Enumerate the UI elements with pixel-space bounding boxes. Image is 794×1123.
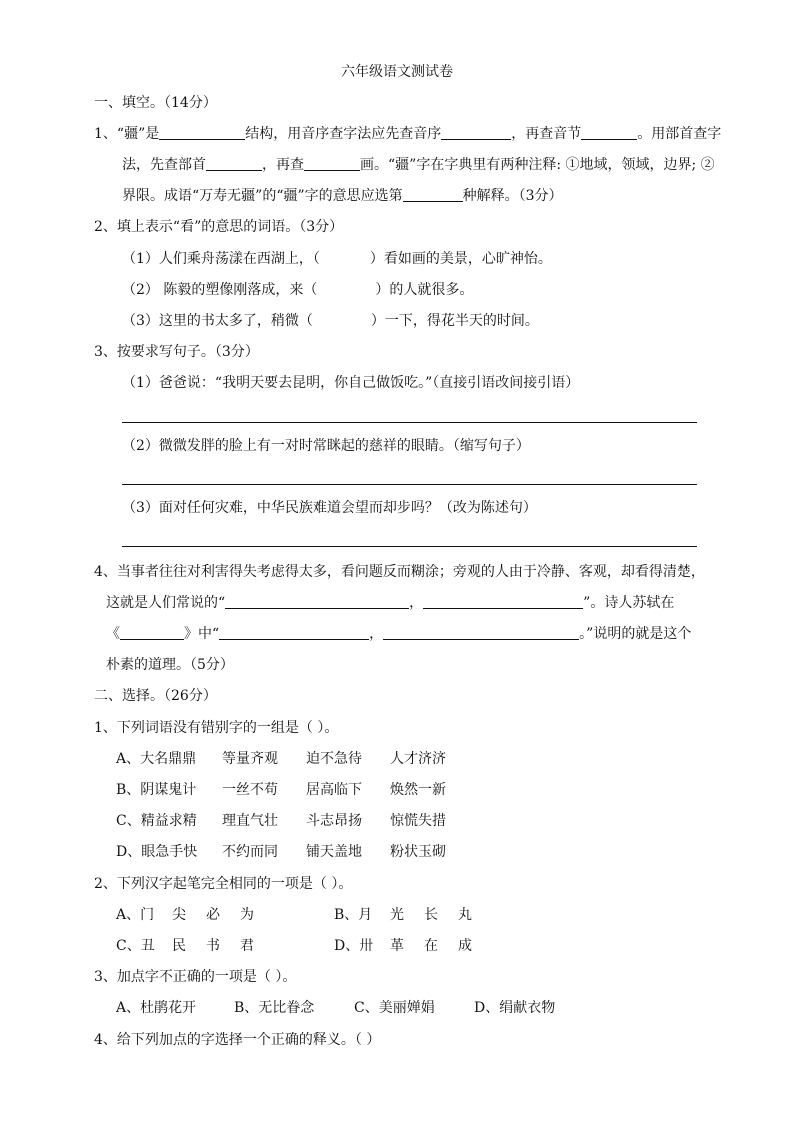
s2-q2-option-d[interactable] (334, 938, 472, 954)
q4-text-d: ”。诗人苏轼在 (583, 595, 675, 611)
q3-sub2: （2）微微发胖的脸上有一对时常眯起的慈祥的眼睛。（缩写句子） (122, 438, 530, 454)
option-word: 不约而同 (222, 844, 278, 860)
option-word: 等量齐观 (222, 751, 278, 767)
blank[interactable] (423, 594, 583, 609)
q4-text-g: ， (369, 626, 384, 642)
q2-sub3 (122, 311, 539, 331)
q1-text-h: 界限。成语“万寿无疆”的“疆”字的意思应选第 (122, 188, 403, 204)
q2-sub2 (122, 280, 473, 300)
section1-heading: 一、填空。（14分） (94, 95, 217, 111)
answer-line[interactable] (122, 484, 697, 485)
option-char: D、卅 (334, 938, 374, 954)
q2-sub1-b: ）看如画的美景，心旷神怡。 (369, 251, 552, 267)
q2-sub1-a: （1）人们乘舟荡漾在西湖上，（ (122, 251, 320, 267)
s2-q1-option-d[interactable] (116, 842, 446, 862)
s2-q1-option-c[interactable] (116, 811, 446, 831)
q4-text-f: 》中“ (184, 626, 220, 642)
q1-text-a: 1、“疆”是 (94, 126, 160, 142)
q4-line1: 4、当事者往往对利害得失考虑得太多，看问题反而糊涂；旁观的人由于冷静、客观，却看得清楚， (94, 564, 705, 580)
s2-q3-option-a[interactable]: A、杜鹃花开 (116, 1000, 197, 1016)
q4-line3 (106, 624, 691, 644)
blank[interactable] (225, 594, 409, 609)
s2-q2-option-b[interactable] (334, 907, 472, 923)
option-word: 粉状玉砌 (390, 844, 446, 860)
q2-heading: 2、填上表示“看”的意思的词语。（3分） (94, 219, 344, 235)
option-char: 成 (458, 938, 472, 954)
q1-text-i: 种解释。（3分） (462, 188, 563, 204)
q2-sub2-b: ）的人就很多。 (375, 282, 474, 298)
option-word: 居高临下 (306, 782, 362, 798)
option-char: 为 (240, 907, 254, 923)
option-char: 丸 (458, 907, 472, 923)
s2-q2-options-row2 (116, 936, 472, 956)
s2-q2-option-c[interactable] (116, 936, 334, 956)
q2-sub1 (122, 249, 552, 269)
option-char: 在 (424, 938, 438, 954)
q1-text-b: 结构，用音序查字法应先查音序 (245, 126, 442, 142)
s2-q3-option-b[interactable]: B、无比眷念 (234, 1000, 315, 1016)
s2-q1-stem: 1、下列词语没有错别字的一组是（ ）。 (94, 720, 339, 736)
blank[interactable] (403, 187, 463, 202)
blank[interactable] (206, 156, 262, 171)
option-word: 一丝不苟 (222, 782, 278, 798)
blank[interactable] (441, 125, 511, 140)
option-char: B、月 (334, 907, 373, 923)
option-word: 焕然一新 (390, 782, 446, 798)
blank[interactable] (304, 156, 360, 171)
q4-text-e: 《 (106, 626, 120, 642)
option-char: 光 (390, 907, 404, 923)
q1-text-c: ，再查音节 (511, 126, 582, 142)
s2-q1-option-a[interactable] (116, 749, 446, 769)
blank[interactable] (219, 625, 369, 640)
option-char: 民 (172, 938, 186, 954)
s2-q2-options-row1 (116, 905, 472, 925)
s2-q2-option-a[interactable] (116, 905, 334, 925)
q1-text-g: 画。“疆”字在字典里有两种注释: ①地域，领域，边界; ② (360, 157, 715, 173)
q1-text-f: ，再查 (262, 157, 304, 173)
q3-heading: 3、按要求写句子。（3分） (94, 344, 259, 360)
option-char: A、门 (116, 907, 155, 923)
answer-line[interactable] (122, 546, 697, 547)
blank[interactable] (383, 625, 579, 640)
option-char: 必 (206, 907, 220, 923)
option-word: B、阴谋鬼计 (116, 782, 197, 798)
q2-sub3-b: ）一下，得花半天的时间。 (370, 313, 539, 329)
s2-q3-stem: 3、加点字不正确的一项是（ ）。 (94, 969, 297, 985)
s2-q3-options (116, 998, 555, 1018)
option-word: C、精益求精 (116, 813, 197, 829)
option-char: 君 (240, 938, 254, 954)
option-word: 斗志昂扬 (306, 813, 362, 829)
blank[interactable] (159, 125, 245, 140)
option-word: 迫不急待 (306, 751, 362, 767)
s2-q2-stem: 2、下列汉字起笔完全相同的一项是（ ）。 (94, 876, 353, 892)
q1-line1 (94, 124, 721, 144)
s2-q4-stem: 4、给下列加点的字选择一个正确的释义。（ ） (94, 1032, 381, 1048)
option-word: 铺天盖地 (306, 844, 362, 860)
option-word: 理直气壮 (222, 813, 278, 829)
q3-sub1: （1）爸爸说：“我明天要去昆明，你自己做饭吃。”（直接引语改间接引语） (122, 375, 580, 391)
blank[interactable] (120, 625, 184, 640)
q1-text-d: 。用部首查字 (637, 126, 722, 142)
option-word: 惊慌失措 (390, 813, 446, 829)
q2-sub3-a: （3）这里的书太多了，稍微（ (122, 313, 313, 329)
option-word: 人才济济 (390, 751, 446, 767)
option-char: 革 (390, 938, 404, 954)
page-title: 六年级语文测试卷 (341, 64, 453, 80)
s2-q3-option-d[interactable]: D、绢献衣物 (474, 1000, 556, 1016)
option-word: D、眼急手快 (116, 844, 198, 860)
s2-q3-option-c[interactable]: C、美丽婵娟 (354, 1000, 435, 1016)
option-char: 书 (206, 938, 220, 954)
option-word: A、大名鼎鼎 (116, 751, 197, 767)
s2-q1-option-b[interactable] (116, 780, 446, 800)
section2-heading: 二、选择。（26分） (94, 688, 217, 704)
q1-text-e: 法，先查部首 (122, 157, 206, 173)
answer-line[interactable] (122, 422, 697, 423)
option-char: C、丑 (116, 938, 155, 954)
q4-text-c: ， (409, 595, 424, 611)
q1-line3 (122, 186, 563, 206)
q4-line4: 朴素的道理。（5分） (106, 657, 234, 673)
option-char: 尖 (172, 907, 186, 923)
q4-text-b: 这就是人们常说的“ (106, 595, 226, 611)
blank[interactable] (581, 125, 637, 140)
q2-sub2-a: （2） 陈毅的塑像刚落成，来（ (122, 282, 318, 298)
q4-line2 (106, 593, 674, 613)
q1-line2 (122, 155, 715, 175)
q3-sub3: （3）面对任何灾难，中华民族难道会望而却步吗？（改为陈述句） (122, 500, 537, 516)
option-char: 长 (424, 907, 438, 923)
q4-text-h: 。”说明的就是这个 (579, 626, 692, 642)
